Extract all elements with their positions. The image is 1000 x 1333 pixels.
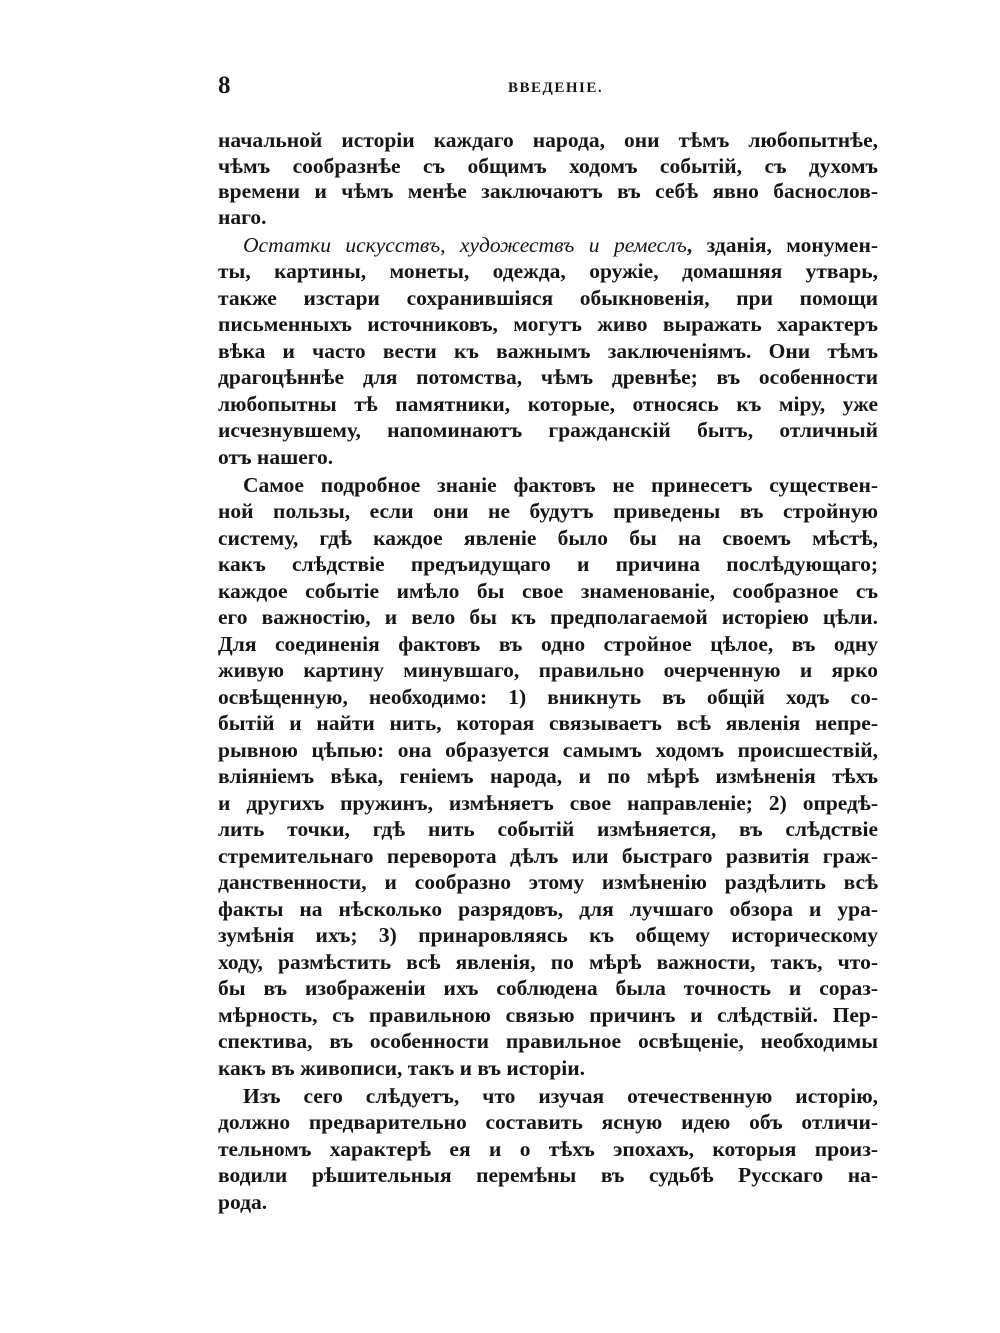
text-line: факты на нѣсколько разрядовъ, для лучшаго обзора и ура- — [218, 897, 878, 921]
text-line: живую картину минувшаго, правильно очерченную и ярко — [218, 658, 878, 682]
text-line: любопытны тѣ памятники, которые, относясь къ міру, уже — [218, 392, 878, 416]
text-line: рода. — [218, 1190, 268, 1214]
text-line: времени и чѣмъ менѣе заключаютъ въ себѣ явно баснослов- — [218, 179, 878, 203]
text-line: вліяніемъ вѣка, геніемъ народа, и по мѣрѣ измѣненія тѣхъ — [218, 764, 878, 788]
text-line: наго. — [218, 205, 267, 229]
text-line: бытій и найти нить, которая связываетъ всѣ явленія непре- — [218, 711, 878, 735]
text-line: рывною цѣпью: она образуется самымъ ходомъ происшествій, — [218, 738, 878, 762]
text-line: тельномъ характерѣ ея и о тѣхъ эпохахъ, которыя произ- — [218, 1137, 878, 1161]
text-line: спектива, въ особенности правильное освѣщеніе, необходимы — [218, 1029, 878, 1053]
text-line: ты, картины, монеты, одежда, оружіе, домашняя утварь, — [218, 259, 878, 283]
text-line: освѣщенную, необходимо: 1) вникнуть въ общій ходъ со- — [218, 685, 878, 709]
text-line: чѣмъ сообразнѣе съ общимъ ходомъ событій, съ духомъ — [218, 154, 878, 178]
text-line: ходу, размѣстить всѣ явленія, по мѣрѣ важности, такъ, что- — [218, 950, 878, 974]
text-line: какъ въ живописи, такъ и въ исторіи. — [218, 1056, 586, 1080]
text-line: зумѣнія ихъ; 3) принаровляясь къ общему историческому — [218, 923, 878, 947]
text-line: начальной исторіи каждаго народа, они тѣмъ любопытнѣе, — [218, 128, 878, 152]
text-line: какъ слѣдствіе предъидущаго и причина послѣдующаго; — [218, 552, 878, 576]
text-line: также изстари сохранившіяся обыкновенія, при помощи — [218, 286, 878, 310]
text-line: систему, гдѣ каждое явленіе было бы на своемъ мѣстѣ, — [218, 526, 878, 550]
italic-phrase: Остатки искусствъ, художествъ и ремеслъ — [243, 233, 687, 257]
text-line: стремительнаго переворота дѣлъ или быстраго развитія граж- — [218, 844, 878, 868]
text-line: его важностію, и вело бы къ предполагаемой исторіею цѣли. — [218, 605, 878, 629]
text-line: водили рѣшительныя перемѣны въ судьбѣ Русскаго на- — [218, 1163, 878, 1187]
page-header — [218, 72, 878, 112]
text-line: бы въ изображеніи ихъ соблюдена была точность и сораз- — [218, 976, 878, 1000]
text-line: должно предварительно составить ясную идею объ отличи- — [218, 1110, 878, 1134]
text-line: данственности, и сообразно этому измѣненію раздѣлить всѣ — [218, 870, 878, 894]
running-head: ВВЕДЕНІЕ. — [508, 80, 604, 96]
text-line: вѣка и часто вести къ важнымъ заключеніямъ. Они тѣмъ — [218, 339, 878, 363]
text-line: исчезнувшему, напоминаютъ гражданскій бытъ, отличный — [218, 418, 878, 442]
text-line: Для соединенія фактовъ въ одно стройное цѣлое, въ одну — [218, 632, 878, 656]
text-line: письменныхъ источниковъ, могутъ живо выражать характеръ — [218, 312, 878, 336]
text-line: мѣрность, съ правильною связью причинъ и слѣдствій. Пер- — [218, 1003, 878, 1027]
text-line: каждое событіе имѣло бы свое знаменованіе, сообразное съ — [218, 579, 878, 603]
text-fragment: , зданія, монумен- — [686, 233, 878, 257]
text-line: лить точки, гдѣ нить событій измѣняется, въ слѣдствіе — [218, 817, 878, 841]
text-line: ной пользы, если они не будутъ приведены въ стройную — [218, 499, 878, 523]
text-line: Изъ сего слѣдуетъ, что изучая отечественную исторію, — [243, 1084, 878, 1108]
text-line: и другихъ пружинъ, измѣняетъ свое направленіе; 2) опредѣ- — [218, 791, 878, 815]
text-line: Самое подробное знаніе фактовъ не принесетъ существен- — [243, 473, 878, 497]
text-line: драгоцѣннѣе для потомства, чѣмъ древнѣе; въ особенности — [218, 365, 878, 389]
text-line: отъ нашего. — [218, 445, 334, 469]
page-number: 8 — [218, 72, 231, 99]
